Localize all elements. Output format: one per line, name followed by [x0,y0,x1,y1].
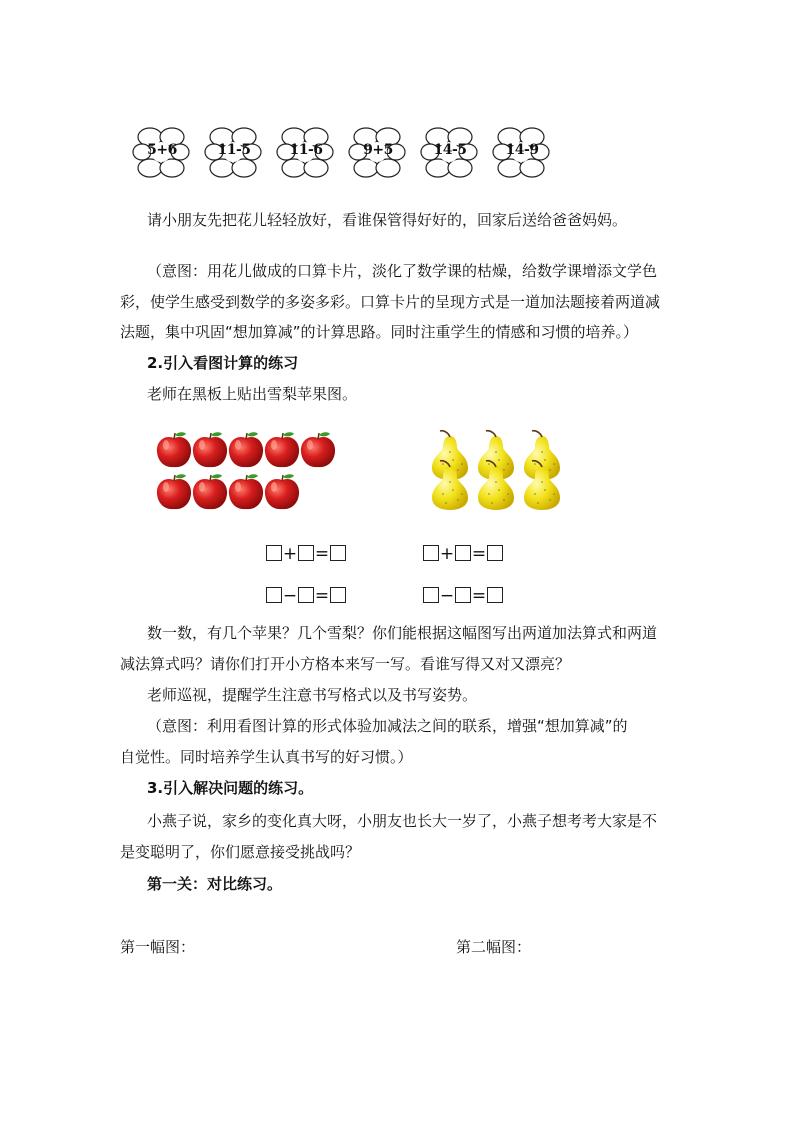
subtraction-blank-equation [423,585,503,607]
pears-illustration [428,428,568,512]
paragraph-count-line: 数一数，有几个苹果？几个雪梨？你们能根据这幅图写出两道加法算式和两道 [147,624,658,642]
answer-box[interactable] [487,545,503,561]
answer-box[interactable] [266,545,282,561]
figure-one-label: 第一幅图： [120,938,196,956]
section-heading-2: 2.引入看图计算的练习 [147,354,299,372]
answer-box[interactable] [330,545,346,561]
answer-box[interactable] [330,587,346,603]
flower-card [348,124,408,182]
answer-box[interactable] [487,587,503,603]
figure-two-label: 第二幅图： [456,938,532,956]
apple-icon [229,474,263,509]
apple-icon [265,432,299,467]
equals-sign: = [471,586,487,606]
paragraph-swallow-line: 小燕子说，家乡的变化真大呀，小朋友也长大一岁了，小燕子想考考大家是不 [147,812,658,830]
paragraph-teacher-patrol: 老师巡视，提醒学生注意书写格式以及书写姿势。 [147,686,478,704]
flower-card-label: 11-5 [217,142,251,158]
answer-box[interactable] [298,587,314,603]
paragraph-keep-flowers: 请小朋友先把花儿轻轻放好，看谁保管得好好的，回家后送给爸爸妈妈。 [147,211,628,229]
flower-cards-row [132,124,572,184]
intent-note-line: 自觉性。同时培养学生认真书写的好习惯。） [120,748,413,766]
equals-sign: = [314,544,330,564]
flower-card-label: 9+5 [363,142,393,158]
paragraph-teacher-posts: 老师在黑板上贴出雪梨苹果图。 [147,385,358,403]
apple-icon [157,474,191,509]
answer-box[interactable] [455,545,471,561]
apple-icon [265,474,299,509]
flower-card [132,124,192,182]
flower-card-label: 14-5 [433,142,467,158]
answer-box[interactable] [423,587,439,603]
apple-icon [301,432,335,467]
minus-sign: − [439,586,455,606]
flower-card [276,124,336,182]
intent-note-line: 彩，使学生感受到数学的多姿多彩。口算卡片的呈现方式是一道加法题接着两道减 [120,293,661,311]
apples-illustration [154,428,340,512]
apple-icon [229,432,263,467]
flower-card-label: 14-9 [505,142,539,158]
answer-box[interactable] [423,545,439,561]
intent-note-line: （意图：利用看图计算的形式体验加减法之间的联系，增强“想加算减”的 [147,717,628,735]
plus-sign: + [282,544,298,564]
apple-icon [157,432,191,467]
flower-card [492,124,552,182]
minus-sign: − [282,586,298,606]
intent-note-line: 法题，集中巩固“想加算减”的计算思路。同时注重学生的情感和习惯的培养。） [120,323,639,341]
equals-sign: = [471,544,487,564]
intent-note-line: （意图：用花儿做成的口算卡片，淡化了数学课的枯燥，给数学课增添文学色 [147,262,658,280]
subtraction-blank-equation [266,585,346,607]
answer-box[interactable] [455,587,471,603]
plus-sign: + [439,544,455,564]
apple-icon [193,474,227,509]
answer-box[interactable] [298,545,314,561]
answer-box[interactable] [266,587,282,603]
paragraph-swallow-line: 是变聪明了，你们愿意接受挑战吗？ [120,843,361,861]
flower-card [420,124,480,182]
addition-blank-equation [423,543,503,565]
stage-one-heading: 第一关：对比练习。 [147,875,283,893]
addition-blank-equation [266,543,346,565]
paragraph-count-line: 减法算式吗？请你们打开小方格本来写一写。看谁写得又对又漂亮？ [120,655,571,673]
section-heading-3: 3.引入解决问题的练习。 [147,779,314,797]
flower-card-label: 5+6 [147,142,177,158]
equals-sign: = [314,586,330,606]
apple-icon [193,432,227,467]
flower-card-label: 11-6 [289,142,323,158]
flower-card [204,124,264,182]
